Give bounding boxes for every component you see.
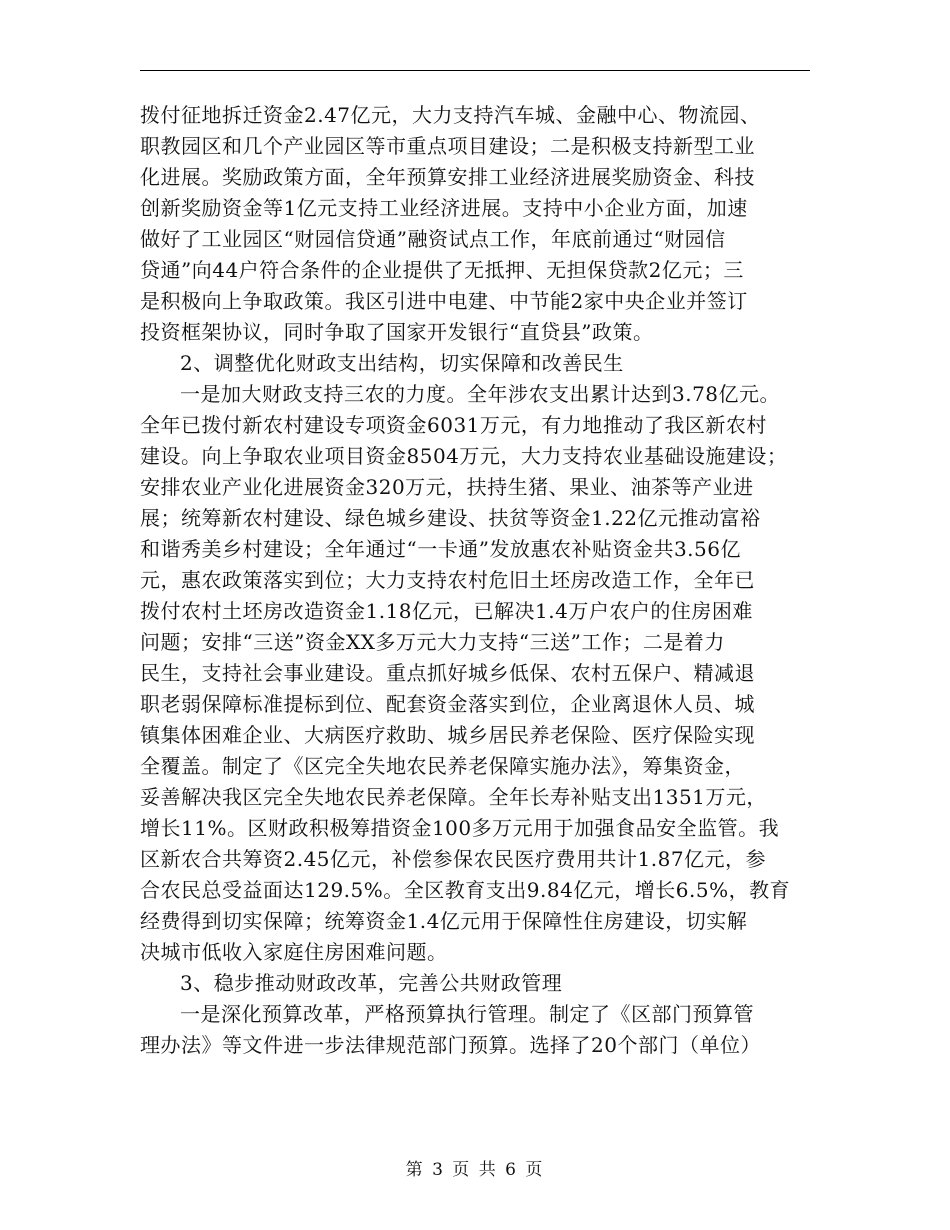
text-line: 创新奖励资金等1亿元支持工业经济进展。支持中小企业方面，加速 xyxy=(140,196,748,220)
text-line: 区新农合共筹资2.45亿元，补偿参保农民医疗费用共计1.87亿元，参 xyxy=(140,847,767,871)
text-line: 拨付农村土坯房改造资金1.18亿元，已解决1.4万户农户的住房困难 xyxy=(140,599,753,623)
text-line: 一是深化预算改革，严格预算执行管理。制定了《区部门预算管 xyxy=(180,1002,754,1026)
text-line: 建设。向上争取农业项目资金8504万元，大力支持农业基础设施建设； xyxy=(140,444,788,468)
text-line: 职老弱保障标准提标到位、配套资金落实到位，企业离退休人员、城 xyxy=(140,692,755,716)
text-line: 一是加大财政支持三农的力度。全年涉农支出累计达到3.78亿元。 xyxy=(180,382,781,406)
text-line: 民生，支持社会事业建设。重点抓好城乡低保、农村五保户、精减退 xyxy=(140,661,755,685)
document-body xyxy=(140,100,820,1061)
text-line: 投资框架协议，同时争取了国家开发银行“直贷县”政策。 xyxy=(140,320,654,344)
text-line: 拨付征地拆迁资金2.47亿元，大力支持汽车城、金融中心、物流园、 xyxy=(140,103,761,127)
text-line: 增长11%。区财政积极筹措资金100多万元用于加强食品安全监管。我 xyxy=(140,816,780,840)
text-line: 3、稳步推动财政改革，完善公共财政管理 xyxy=(180,971,563,995)
text-line: 贷通”向44户符合条件的企业提供了无抵押、无担保贷款2亿元；三 xyxy=(140,258,744,282)
text-line: 妥善解决我区完全失地农民养老保障。全年长寿补贴支出1351万元， xyxy=(140,785,767,809)
text-line: 2、调整优化财政支出结构，切实保障和改善民生 xyxy=(180,351,624,375)
text-line: 安排农业产业化进展资金320万元，扶持生猪、果业、油茶等产业进 xyxy=(140,475,754,499)
header-rule xyxy=(140,70,810,71)
text-line: 理办法》等文件进一步法律规范部门预算。选择了20个部门（单位） xyxy=(140,1033,761,1057)
text-line: 镇集体困难企业、大病医疗救助、城乡居民养老保险、医疗保险实现 xyxy=(140,723,755,747)
text-line: 是积极向上争取政策。我区引进中电建、中节能2家中央企业并签订 xyxy=(140,289,748,313)
text-line: 合农民总受益面达129.5%。全区教育支出9.84亿元，增长6.5%，教育 xyxy=(140,878,791,902)
text-line: 全覆盖。制定了《区完全失地农民养老保障实施办法》，筹集资金， xyxy=(140,754,745,778)
text-line: 职教园区和几个产业园区等市重点项目建设；二是积极支持新型工业 xyxy=(140,134,755,158)
text-line: 化进展。奖励政策方面，全年预算安排工业经济进展奖励资金、科技 xyxy=(140,165,755,189)
text-line: 和谐秀美乡村建设；全年通过“一卡通”发放惠农补贴资金共3.56亿 xyxy=(140,537,741,561)
text-line: 问题；安排“三送”资金XX多万元大力支持“三送”工作；二是着力 xyxy=(140,630,725,654)
page-footer: 第 3 页 共 6 页 xyxy=(405,1160,545,1180)
text-line: 经费得到切实保障；统筹资金1.4亿元用于保障性住房建设，切实解 xyxy=(140,909,748,933)
text-line: 做好了工业园区“财园信贷通”融资试点工作，年底前通过“财园信 xyxy=(140,227,726,251)
text-line: 元，惠农政策落实到位；大力支持农村危旧土坯房改造工作，全年已 xyxy=(140,568,755,592)
text-line: 全年已拨付新农村建设专项资金6031万元，有力地推动了我区新农村 xyxy=(140,413,767,437)
text-line: 决城市低收入家庭住房困难问题。 xyxy=(140,940,448,964)
text-line: 展；统筹新农村建设、绿色城乡建设、扶贫等资金1.22亿元推动富裕 xyxy=(140,506,761,530)
